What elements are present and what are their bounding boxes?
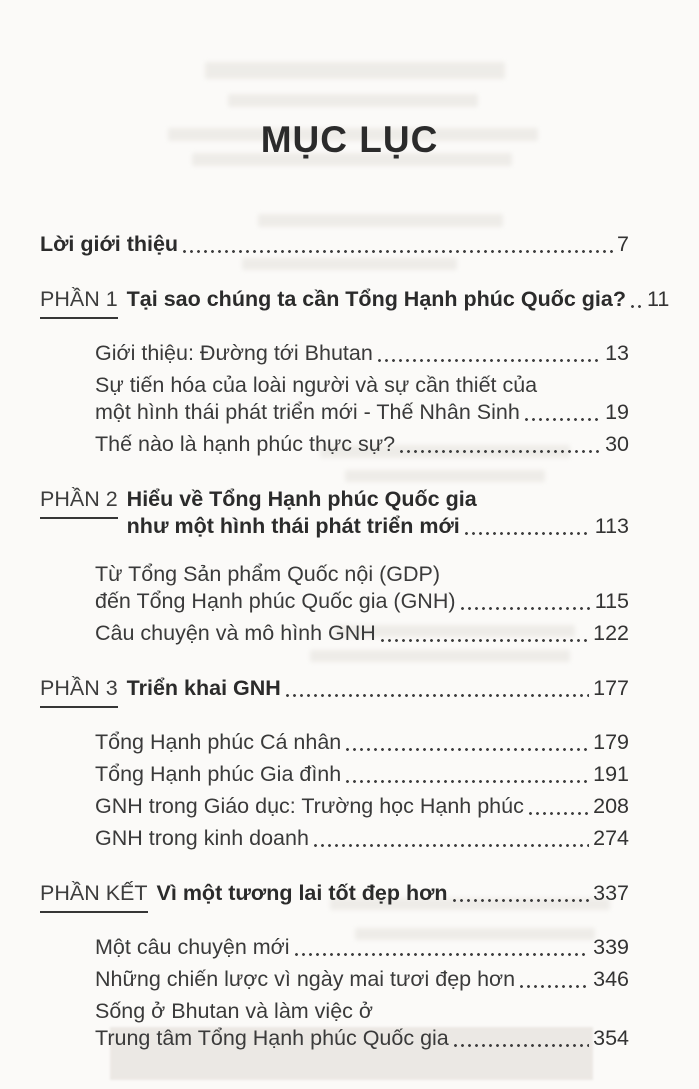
section-title-text: Hiểu về Tổng Hạnh phúc Quốc gia bbox=[126, 487, 477, 511]
toc-entry bbox=[95, 966, 629, 993]
entry-label: Trung tâm Tổng Hạnh phúc Quốc gia bbox=[95, 1026, 449, 1050]
toc-entry-intro bbox=[40, 231, 629, 258]
page-number: 19 bbox=[605, 400, 629, 424]
page-number: 7 bbox=[617, 232, 629, 256]
dotted-leader bbox=[346, 748, 589, 751]
entry-label: đến Tổng Hạnh phúc Quốc gia (GNH) bbox=[95, 589, 456, 613]
page-number: 177 bbox=[593, 676, 629, 700]
dotted-leader bbox=[346, 780, 589, 783]
section-title-text: Triển khai GNH bbox=[126, 676, 281, 700]
section-items bbox=[40, 340, 629, 458]
page-number: 354 bbox=[593, 1026, 629, 1050]
entry-label: Giới thiệu: Đường tới Bhutan bbox=[95, 341, 373, 365]
section-title bbox=[127, 486, 629, 540]
dotted-leader bbox=[525, 418, 601, 421]
toc-entry bbox=[95, 372, 629, 426]
section-label: PHẦN 3 bbox=[40, 675, 118, 708]
section-heading bbox=[40, 286, 670, 319]
dotted-leader bbox=[453, 899, 590, 902]
dotted-leader bbox=[183, 250, 613, 253]
toc-section-conclusion bbox=[40, 880, 629, 1052]
page-number: 113 bbox=[594, 514, 629, 538]
entry-label: GNH trong Giáo dục: Trường học Hạnh phúc bbox=[95, 794, 524, 818]
toc-entry bbox=[95, 793, 629, 820]
entry-label: Những chiến lược vì ngày mai tươi đẹp hơn bbox=[95, 967, 516, 991]
section-title-text: Tại sao chúng ta cần Tổng Hạnh phúc Quốc gia? bbox=[126, 287, 626, 311]
entry-label: GNH trong kinh doanh bbox=[95, 826, 309, 850]
page-number: 13 bbox=[605, 341, 629, 365]
dotted-leader bbox=[378, 359, 601, 362]
page-number: 346 bbox=[593, 967, 629, 991]
page-number: 11 bbox=[646, 287, 670, 311]
page-number: 191 bbox=[593, 762, 629, 786]
entry-label: Thế nào là hạnh phúc thực sự? bbox=[95, 432, 396, 456]
section-label: PHẦN 1 bbox=[40, 286, 118, 319]
section-heading bbox=[40, 675, 629, 708]
section-label: PHẦN KẾT bbox=[40, 880, 148, 913]
section-title-text: Vì một tương lai tốt đẹp hơn bbox=[156, 881, 448, 905]
section-items bbox=[40, 934, 629, 1052]
page-number: 274 bbox=[593, 826, 629, 850]
toc-section-2 bbox=[40, 486, 629, 647]
toc-section-1 bbox=[40, 286, 670, 458]
dotted-leader bbox=[295, 953, 590, 956]
dotted-leader bbox=[454, 1044, 589, 1047]
page-title: MỤC LỤC bbox=[260, 119, 439, 160]
dotted-leader bbox=[381, 639, 589, 642]
page-number: 30 bbox=[605, 432, 629, 456]
toc-entry bbox=[95, 620, 629, 647]
toc-entry bbox=[95, 825, 629, 852]
page-number: 179 bbox=[593, 730, 629, 754]
dotted-leader bbox=[529, 812, 589, 815]
entry-label: Lời giới thiệu bbox=[40, 232, 179, 256]
toc-entry bbox=[95, 761, 629, 788]
bleed-through-artifact bbox=[258, 214, 503, 227]
section-title bbox=[127, 675, 629, 702]
section-title-text: như một hình thái phát triển mới bbox=[126, 514, 460, 538]
dotted-leader bbox=[631, 305, 643, 308]
dotted-leader bbox=[400, 450, 601, 453]
entry-label: Sự tiến hóa của loài người và sự cần thiết của bbox=[95, 373, 538, 397]
toc-entry bbox=[95, 340, 629, 367]
section-items bbox=[40, 561, 629, 647]
toc-entry bbox=[95, 729, 629, 756]
toc-entry bbox=[95, 561, 629, 615]
toc-entry bbox=[95, 998, 629, 1052]
toc-entry bbox=[95, 934, 629, 961]
section-heading bbox=[40, 880, 629, 913]
page-number: 339 bbox=[593, 935, 629, 959]
section-title bbox=[126, 286, 670, 313]
entry-label: Câu chuyện và mô hình GNH bbox=[95, 621, 376, 645]
entry-label: Sống ở Bhutan và làm việc ở bbox=[95, 999, 373, 1023]
dotted-leader bbox=[461, 607, 591, 610]
entry-label: Từ Tổng Sản phẩm Quốc nội (GDP) bbox=[95, 562, 441, 586]
entry-label: Tổng Hạnh phúc Cá nhân bbox=[95, 730, 342, 754]
section-items bbox=[40, 729, 629, 852]
toc-section-3 bbox=[40, 675, 629, 852]
page-number: 115 bbox=[594, 589, 629, 613]
entry-label: một hình thái phát triển mới - Thế Nhân Sinh bbox=[95, 400, 520, 424]
page-number: 122 bbox=[593, 621, 629, 645]
section-title bbox=[157, 880, 629, 907]
toc-entry bbox=[95, 431, 629, 458]
dotted-leader bbox=[314, 844, 589, 847]
entry-label: Một câu chuyện mới bbox=[95, 935, 290, 959]
page-number: 337 bbox=[593, 881, 629, 905]
page-number: 208 bbox=[593, 794, 629, 818]
dotted-leader bbox=[286, 694, 589, 697]
dotted-leader bbox=[520, 985, 589, 988]
section-label: PHẦN 2 bbox=[40, 486, 118, 519]
entry-label: Tổng Hạnh phúc Gia đình bbox=[95, 762, 342, 786]
table-of-contents bbox=[0, 231, 699, 1052]
section-heading bbox=[40, 486, 629, 540]
dotted-leader bbox=[465, 532, 591, 535]
